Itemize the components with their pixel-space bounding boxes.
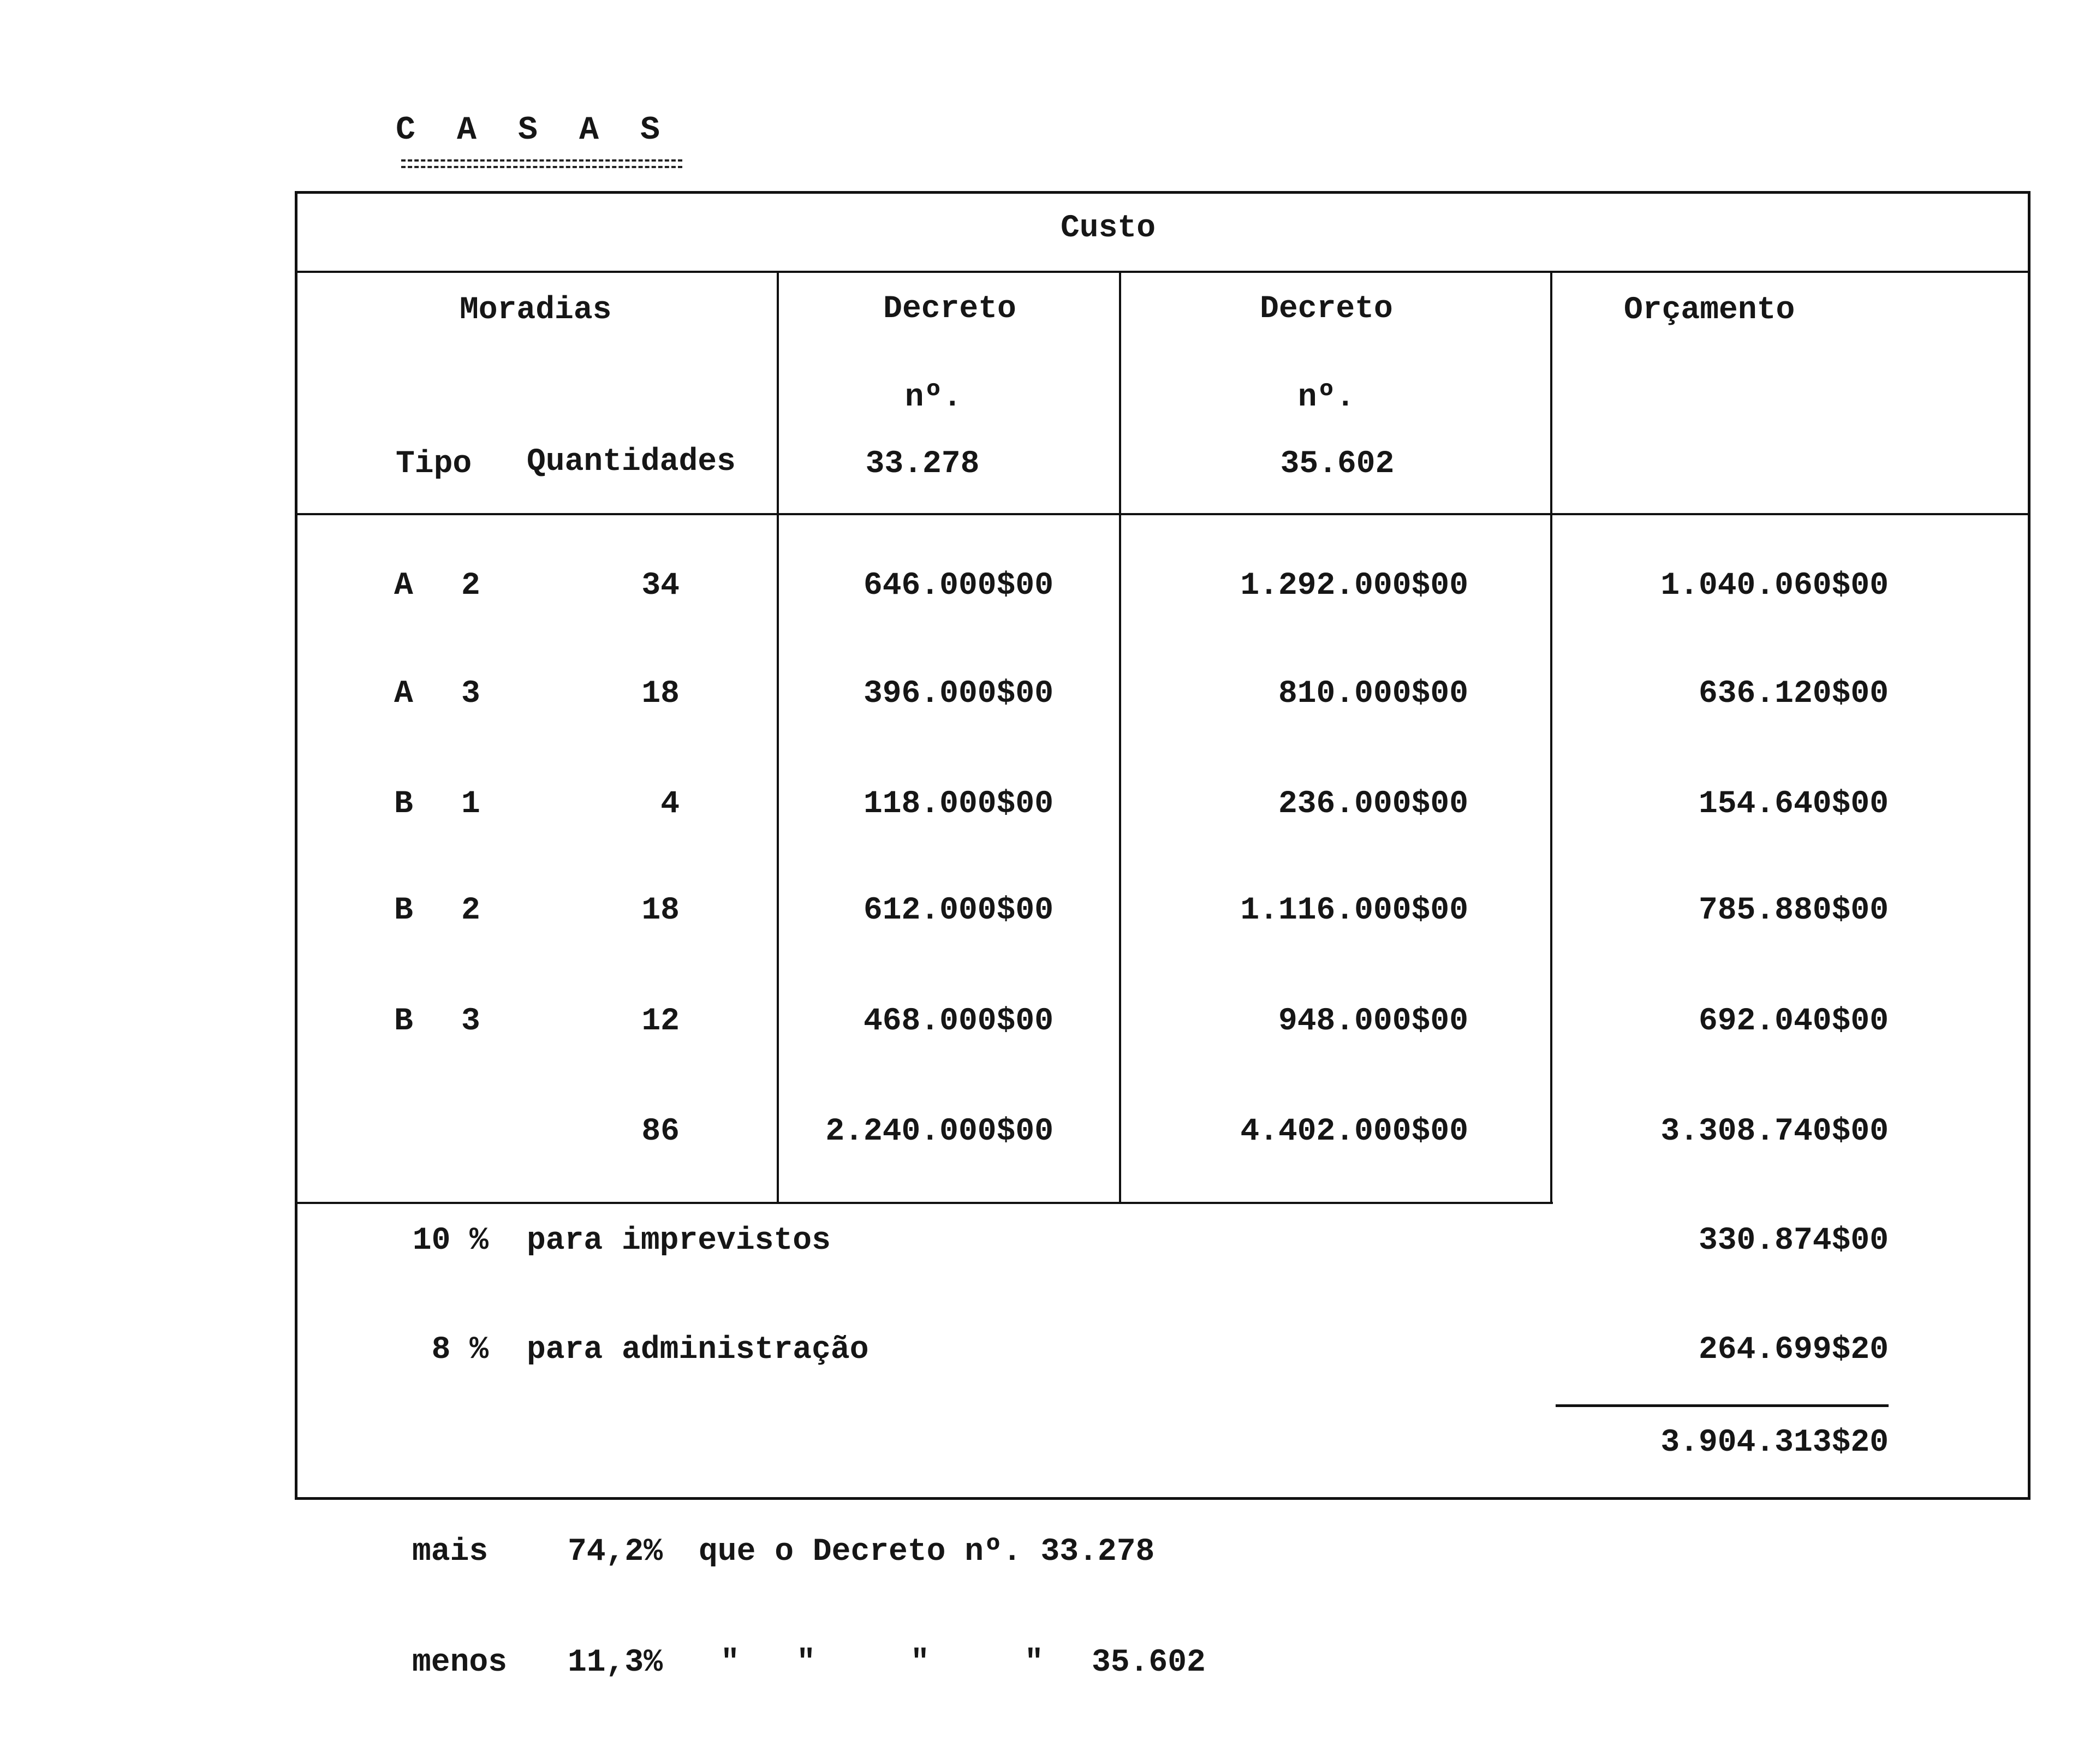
body-bottom-rule: [295, 1202, 1553, 1204]
table-border-bottom: [295, 1497, 2030, 1500]
row-tipo: A: [394, 676, 413, 712]
header-decreto1-no: nº.: [904, 380, 962, 415]
page-title: C A S A S: [396, 112, 671, 149]
total-decreto1: 2.240.000$00: [825, 1114, 1053, 1149]
row-decreto1: 646.000$00: [863, 568, 1053, 604]
note-word: menos: [412, 1645, 508, 1680]
row-sub: 1: [461, 786, 480, 822]
row-qtd: 18: [641, 893, 680, 928]
header-decreto2-num: 35.602: [1280, 446, 1395, 482]
header-divider: [295, 271, 2030, 273]
col-divider-3: [1550, 273, 1552, 1203]
extra-pct: 8 %: [431, 1332, 489, 1368]
extra-pct: 10 %: [412, 1223, 489, 1259]
note-pct: 11,3%: [568, 1645, 663, 1680]
extra-value: 330.874$00: [1698, 1223, 1889, 1259]
row-qtd: 18: [641, 676, 680, 712]
header-custo: Custo: [1060, 211, 1156, 246]
row-orcamento: 692.040$00: [1698, 1004, 1889, 1039]
header-quantidades: Quantidades: [527, 444, 736, 480]
row-decreto1: 396.000$00: [863, 676, 1053, 712]
row-decreto1: 612.000$00: [863, 893, 1053, 928]
extra-label: para administração: [527, 1332, 869, 1368]
row-sub: 3: [461, 1004, 480, 1039]
row-sub: 3: [461, 676, 480, 712]
note-pct: 74,2%: [568, 1534, 663, 1570]
row-sub: 2: [461, 893, 480, 928]
sum-rule: [1556, 1404, 1889, 1407]
row-qtd: 12: [641, 1004, 680, 1039]
note-text: que o Decreto nº. 33.278: [699, 1534, 1155, 1570]
header-decreto2-label: Decreto: [1260, 291, 1393, 327]
note-text: " " " ": [720, 1645, 1044, 1680]
col-divider-1: [777, 273, 779, 1203]
header-bottom-rule: [295, 513, 2030, 515]
header-orcamento: Orçamento: [1624, 293, 1795, 328]
row-decreto2: 236.000$00: [1278, 786, 1468, 822]
table-border-left: [295, 191, 297, 1500]
row-tipo: B: [394, 893, 413, 928]
row-qtd: 4: [660, 786, 680, 822]
total-orcamento: 3.308.740$00: [1660, 1114, 1889, 1149]
total-qtd: 86: [641, 1114, 680, 1149]
row-sub: 2: [461, 568, 480, 604]
row-decreto2: 948.000$00: [1278, 1004, 1468, 1039]
col-divider-2: [1119, 273, 1121, 1203]
header-moradias: Moradias: [460, 293, 612, 328]
row-orcamento: 785.880$00: [1698, 893, 1889, 928]
row-tipo: B: [394, 786, 413, 822]
row-decreto2: 810.000$00: [1278, 676, 1468, 712]
row-qtd: 34: [641, 568, 680, 604]
row-decreto2: 1.292.000$00: [1240, 568, 1468, 604]
row-decreto1: 118.000$00: [863, 786, 1053, 822]
row-tipo: B: [394, 1004, 413, 1039]
extra-label: para imprevistos: [527, 1223, 831, 1259]
table-border-top: [295, 191, 2030, 194]
title-underline: [401, 159, 682, 168]
header-decreto1-label: Decreto: [883, 291, 1016, 327]
note-num: 35.602: [1092, 1645, 1206, 1680]
extra-value: 264.699$20: [1698, 1332, 1889, 1368]
row-orcamento: 154.640$00: [1698, 786, 1889, 822]
header-tipo: Tipo: [396, 446, 472, 482]
row-decreto1: 468.000$00: [863, 1004, 1053, 1039]
header-decreto1-num: 33.278: [865, 446, 980, 482]
row-tipo: A: [394, 568, 413, 604]
row-orcamento: 636.120$00: [1698, 676, 1889, 712]
table-border-right: [2028, 194, 2030, 1497]
header-decreto2-no: nº.: [1297, 380, 1355, 415]
grand-total: 3.904.313$20: [1660, 1425, 1889, 1461]
row-decreto2: 1.116.000$00: [1240, 893, 1468, 928]
note-word: mais: [412, 1534, 489, 1570]
total-decreto2: 4.402.000$00: [1240, 1114, 1468, 1149]
row-orcamento: 1.040.060$00: [1660, 568, 1889, 604]
